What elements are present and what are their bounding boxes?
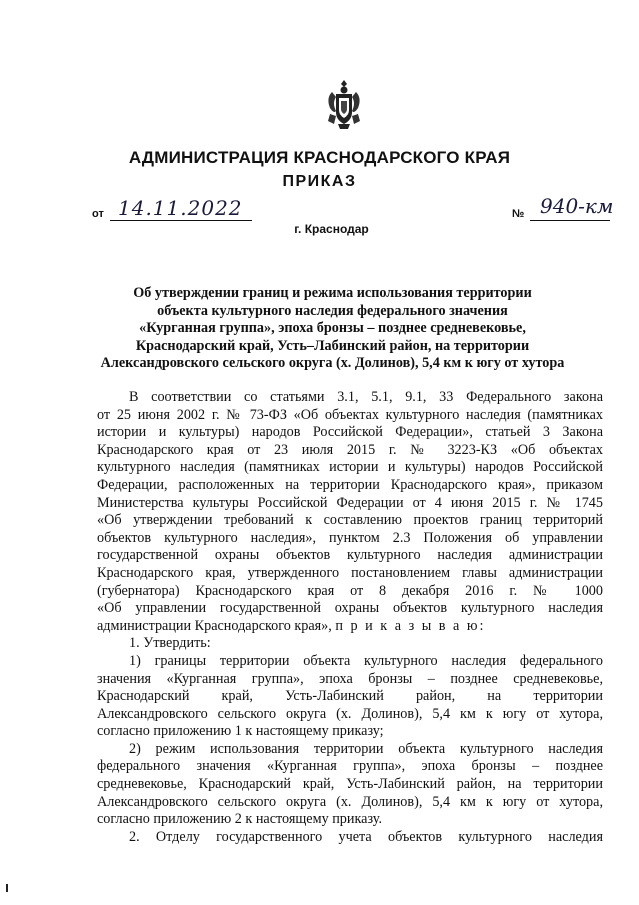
margin-mark: [6, 884, 8, 892]
body-line: 1) границы территории объекта культурного наследия федерального: [129, 652, 603, 669]
body-line: от 25 июня 2002 г. № 73-ФЗ «Об объектах культурного наследия (памятниках: [97, 406, 603, 423]
order-word: п р и к а з ы в а ю:: [335, 617, 486, 634]
city: г. Краснодар: [294, 222, 369, 236]
body-line: федерального значения «Курганная группа», эпоха бронзы – позднее: [97, 758, 603, 775]
body-line: «Об утверждении требований к составлению проектов границ территорий: [97, 512, 603, 529]
date-label: от: [92, 208, 104, 220]
title-line: Краснодарский край, Усть–Лабинский район, на территории: [135, 337, 530, 354]
organization-name: АДМИНИСТРАЦИЯ КРАСНОДАРСКОГО КРАЯ: [128, 148, 511, 167]
body-line: Александровского сельского округа (х. Долинов), 5,4 км к югу от хутора,: [97, 705, 603, 722]
body-line: [97, 618, 603, 636]
title-line: Александровского сельского округа (х. Долинов), 5,4 км к югу от хутора: [100, 355, 565, 372]
date-underline: [110, 220, 252, 221]
body-line: средневековье, Краснодарский край, Усть-Лабинский район, на территории: [97, 776, 603, 793]
body-line: В соответствии со статьями 3.1, 5.1, 9.1, 33 Федерального закона: [129, 389, 603, 405]
coat-of-arms-icon: [324, 78, 364, 130]
title-line: объекта культурного наследия федерального значения: [157, 302, 508, 319]
handwritten-number: 940-км: [540, 194, 614, 218]
body-line: Министерства культуры Российской Федерации от 4 июня 2015 г. № 1745: [97, 494, 603, 511]
body-line: объектов культурного наследия», пунктом 2.3 Положения об управлении: [97, 529, 603, 546]
body-line: 2. Отделу государственного учета объектов культурного наследия: [129, 828, 603, 845]
title-line: «Курганная группа», эпоха бронзы – позднее средневековье,: [139, 320, 526, 337]
body-line: Федерации, расположенных на территории Краснодарского края», приказом: [97, 476, 603, 493]
handwritten-date: 14.11.2022: [118, 196, 243, 220]
body-line: значения «Курганная группа», эпоха бронзы – позднее средневековье,: [97, 670, 603, 687]
body-line: Краснодарского края от 23 июля 2015 г. № 3223-КЗ «Об объектах: [97, 441, 603, 458]
body-line: согласно приложению 2 к настоящему приказу.: [97, 811, 382, 828]
body-line: «Об управлении государственной охраны объектов культурного наследия: [97, 600, 603, 617]
title-line: Об утверждении границ и режима использования территории: [133, 285, 532, 301]
document-body: [97, 389, 603, 846]
body-line: (губернатора) Краснодарского края от 8 декабря 2016 г. № 1000: [97, 582, 603, 599]
body-line: истории и культуры) народов Российской Федерации», статьей 3 Закона: [97, 424, 603, 441]
body-line: согласно приложению 1 к настоящему приказу;: [97, 723, 384, 740]
body-line: культурного наследия (памятниках истории и культуры) народов Российской: [97, 459, 603, 476]
body-line: 1. Утвердить:: [129, 635, 211, 652]
body-line: государственной охраны объектов культурного наследия администрации: [97, 547, 603, 564]
body-line: 2) режим использования территории объекта культурного наследия: [129, 740, 603, 757]
document-title: [80, 285, 585, 373]
body-line-text: администрации Краснодарского края»,: [97, 617, 332, 634]
body-line: Александровского сельского округа (х. Долинов), 5,4 км к югу от хутора,: [97, 793, 603, 810]
body-line: Краснодарского края, утвержденного постановлением главы администрации: [97, 564, 603, 581]
body-line: Краснодарский край, Усть-Лабинский район, на территории: [97, 688, 603, 705]
document-type: ПРИКАЗ: [282, 173, 357, 190]
number-underline: [530, 220, 610, 221]
number-label: №: [512, 208, 525, 220]
